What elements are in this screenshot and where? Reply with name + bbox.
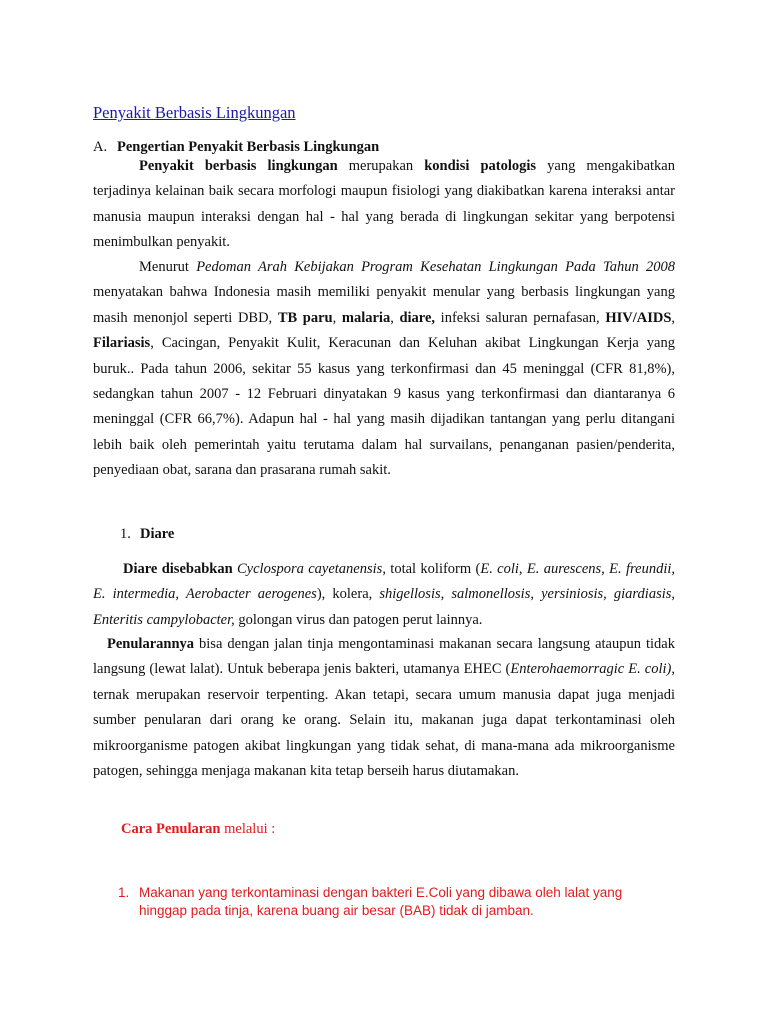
p3-giardiasis: giardiasis — [613, 586, 672, 603]
p2-sep: , — [390, 309, 400, 326]
cara-rest: melalui : — [220, 821, 276, 837]
p1-text-2: yang mengakibatkan terjadinya kelainan baik secara morfologi maupun fisiologi yang diakibatkan karena interaksi antar manusia maupun interaksi dengan hal - hal yang berada di lingkungan sekitar yang berpotensi menimbulkan penyakit. — [93, 158, 675, 251]
document-title: Penyakit Berbasis Lingkungan — [93, 103, 296, 122]
list-item-number: 1. — [118, 885, 130, 900]
p3-sep: , — [603, 586, 614, 603]
p4-term: Penularannya — [107, 636, 195, 652]
p4-ehec: Enterohaemorragic E. coli) — [510, 661, 672, 678]
p3-ecoli-list: E. coli, E. aurescens, E. freundii, E. intermedia, Aerobacter aerogenes — [93, 561, 676, 603]
p2-malaria: malaria — [341, 309, 391, 326]
section-1-title: Diare — [140, 526, 175, 542]
p1-text: merupakan — [337, 158, 425, 174]
p3-text-2: ), kolera, — [316, 586, 380, 603]
p2-diare: diare, — [399, 309, 436, 326]
p2-filariasis: Filariasis — [93, 335, 151, 352]
p2-citation: Pedoman Arah Kebijakan Program Kesehatan Lingkungan Pada Tahun 2008 — [196, 259, 676, 275]
p4-text: bisa dengan jalan tinja mengontaminasi makanan secara langsung ataupun tidak langsung (lewat lalat). Untuk beberapa jenis bakteri, utamanya EHEC ( — [93, 636, 675, 678]
p3-campylobacter: Enteritis campylobacter, — [93, 611, 235, 628]
section-1-heading — [120, 526, 174, 543]
p2-sep: , — [332, 309, 342, 326]
p3-term: Diare disebabkan — [123, 561, 233, 577]
p2-sep: , — [671, 309, 676, 326]
p3-shigellosis: shigellosis — [379, 586, 441, 603]
paragraph-definition — [93, 154, 675, 256]
p3-text-3: golongan virus dan patogen perut lainnya. — [234, 611, 483, 628]
p2-text-2: menyatakan bahwa Indonesia masih memiliki penyakit menular yang berbasis lingkungan yang masih menonjol seperti DBD, — [93, 284, 675, 326]
section-1-number: 1. — [120, 526, 131, 542]
p3-cyclospora: Cyclospora cayetanensis — [237, 561, 383, 577]
p2-text-3: infeksi saluran pernafasan, — [435, 309, 606, 326]
cara-bold: Cara Penularan — [121, 821, 221, 837]
paragraph-pedoman — [93, 255, 675, 484]
cara-penularan-heading — [121, 821, 275, 838]
p2-text-4: , Cacingan, Penyakit Kulit, Keracunan dan Keluhan akibat Lingkungan Kerja yang buruk.. Pada tahun 2006, sekitar 55 kasus yang terkonfirmasi dan 45 meninggal (CFR 81,8%), sedangkan tahun 2007 - 12 Februari dinyatakan 9 kasus yang terkonfirmasi dan diantaranya 6 meninggal (CFR 66,7%). Adapun hal - hal yang masih dijadikan tantangan yang perlu ditangani lebih baik oleh pemerintah yaitu terutama dalam hal survailans, penanganan pasien/penderita, penyediaan obat, sarana dan prasarana rumah sakit. — [93, 335, 675, 479]
paragraph-penularan — [93, 632, 675, 784]
p3-salmonellosis: salmonellosis — [451, 586, 531, 603]
section-a-number: A. — [93, 139, 108, 155]
p3-sep: , — [530, 586, 542, 603]
section-a-title: Pengertian Penyakit Berbasis Lingkungan — [117, 139, 380, 155]
p2-text: Menurut — [139, 259, 197, 275]
list-item-text: Makanan yang terkontaminasi dengan bakteri E.Coli yang dibawa oleh lalat yang hinggap pada tinja, karena buang air besar (BAB) tidak di jamban. — [139, 885, 623, 918]
p2-tb: TB paru — [277, 309, 333, 326]
p1-term: Penyakit berbasis lingkungan — [139, 158, 338, 174]
p3-yersiniosis: yersiniosis — [541, 586, 604, 603]
p2-hiv: HIV/AIDS — [605, 309, 672, 326]
list-item — [118, 884, 658, 920]
p3-text: , total koliform ( — [382, 561, 481, 577]
p4-text-2: , ternak merupakan reservoir terpenting. Akan tetapi, secara umum manusia dapat juga menjadi sumber penularan dari orang ke orang. Selain itu, makanan juga dapat terkontaminasi oleh mikroorganisme patogen akibat lingkungan yang tidak sehat, di mana-mana ada mikroorganisme patogen, sehingga menjaga makanan kita tetap berseih harus diutamakan. — [93, 661, 675, 780]
p1-term-2: kondisi patologis — [424, 158, 537, 174]
p3-sep: , — [671, 586, 676, 603]
p3-sep: , — [440, 586, 452, 603]
paragraph-diare-cause — [93, 557, 675, 633]
